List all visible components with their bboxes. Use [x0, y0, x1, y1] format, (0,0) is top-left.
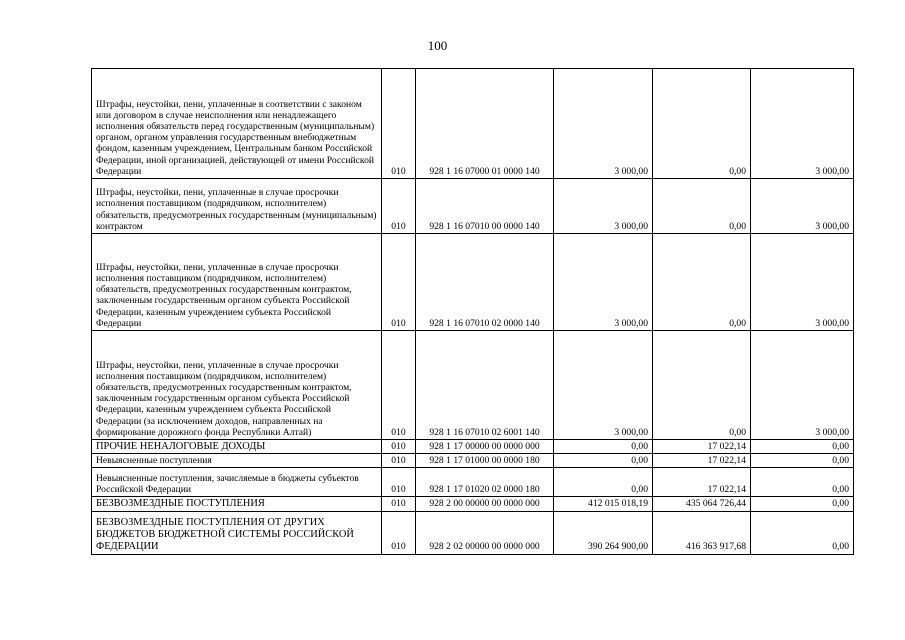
- row-code-cell: 010: [382, 234, 416, 331]
- row-kbk-cell: 928 1 16 07000 01 0000 140: [416, 69, 554, 179]
- row-executed-amount-cell: 435 064 726,44: [653, 497, 751, 511]
- income-report-table: [91, 68, 854, 555]
- row-executed-amount-cell: 0,00: [653, 331, 751, 440]
- table-row: [92, 468, 854, 497]
- row-executed-amount-cell: 0,00: [653, 179, 751, 234]
- table-row: [92, 454, 854, 468]
- row-remaining-amount-cell: 3 000,00: [751, 69, 854, 179]
- row-name-cell: ПРОЧИЕ НЕНАЛОГОВЫЕ ДОХОДЫ: [92, 440, 382, 454]
- row-name-cell: Невыясненные поступления, зачисляемые в бюджеты субъектов Российской Федерации: [92, 468, 382, 497]
- row-executed-amount-cell: 17 022,14: [653, 440, 751, 454]
- row-code-cell: 010: [382, 497, 416, 511]
- row-executed-amount-cell: 0,00: [653, 234, 751, 331]
- row-kbk-cell: 928 1 17 00000 00 0000 000: [416, 440, 554, 454]
- row-remaining-amount-cell: 3 000,00: [751, 331, 854, 440]
- row-remaining-amount-cell: 0,00: [751, 454, 854, 468]
- row-remaining-amount-cell: 3 000,00: [751, 179, 854, 234]
- table-row: [92, 440, 854, 454]
- row-plan-amount-cell: 3 000,00: [554, 69, 653, 179]
- row-name-cell: Штрафы, неустойки, пени, уплаченные в случае просрочки исполнения поставщиком (подрядчиком, исполнителем) обязательств, предусмотренных государственным контрактом, заключенным государственным органом субъекта Российской Федерации, казенным учреждением субъекта Российской Федерации (за исключением доходов, направленных на формирование дорожного фонда Республики Алтай): [92, 331, 382, 440]
- row-kbk-cell: 928 1 17 01020 02 0000 180: [416, 468, 554, 497]
- row-code-cell: 010: [382, 468, 416, 497]
- row-plan-amount-cell: 390 264 900,00: [554, 511, 653, 554]
- page-number: 100: [427, 38, 448, 53]
- row-kbk-cell: 928 1 17 01000 00 0000 180: [416, 454, 554, 468]
- row-plan-amount-cell: 0,00: [554, 440, 653, 454]
- row-plan-amount-cell: 3 000,00: [554, 331, 653, 440]
- table-row: [92, 179, 854, 234]
- row-plan-amount-cell: 0,00: [554, 454, 653, 468]
- row-name-cell: Штрафы, неустойки, пени, уплаченные в случае просрочки исполнения поставщиком (подрядчиком, исполнителем) обязательств, предусмотренных государственным контрактом, заключенным государственным органом субъекта Российской Федерации, казенным учреждением субъекта Российской Федерации: [92, 234, 382, 331]
- row-plan-amount-cell: 3 000,00: [554, 179, 653, 234]
- row-executed-amount-cell: 17 022,14: [653, 454, 751, 468]
- row-code-cell: 010: [382, 440, 416, 454]
- row-executed-amount-cell: 0,00: [653, 69, 751, 179]
- table-row: [92, 69, 854, 179]
- row-name-cell: БЕЗВОЗМЕЗДНЫЕ ПОСТУПЛЕНИЯ ОТ ДРУГИХ БЮДЖЕТОВ БЮДЖЕТНОЙ СИСТЕМЫ РОССИЙСКОЙ ФЕДЕРАЦИИ: [92, 511, 382, 554]
- table-row: [92, 511, 854, 554]
- row-name-cell: Штрафы, неустойки, пени, уплаченные в соответствии с законом или договором в случае неисполнения или ненадлежащего исполнения обязательств перед государственным (муниципальным) органом, органом управления государственным внебюджетным фондом, казенным учреждением, Центральным банком Российской Федерации, иной организацией, действующей от имени Российской Федерации: [92, 69, 382, 179]
- row-kbk-cell: 928 2 02 00000 00 0000 000: [416, 511, 554, 554]
- table-row: [92, 331, 854, 440]
- row-code-cell: 010: [382, 179, 416, 234]
- row-executed-amount-cell: 416 363 917,68: [653, 511, 751, 554]
- row-code-cell: 010: [382, 331, 416, 440]
- row-remaining-amount-cell: 0,00: [751, 440, 854, 454]
- row-code-cell: 010: [382, 511, 416, 554]
- row-name-cell: БЕЗВОЗМЕЗДНЫЕ ПОСТУПЛЕНИЯ: [92, 497, 382, 511]
- row-executed-amount-cell: 17 022,14: [653, 468, 751, 497]
- row-remaining-amount-cell: 3 000,00: [751, 234, 854, 331]
- row-plan-amount-cell: 3 000,00: [554, 234, 653, 331]
- row-plan-amount-cell: 412 015 018,19: [554, 497, 653, 511]
- table-row: [92, 497, 854, 511]
- row-name-cell: Невыясненные поступления: [92, 454, 382, 468]
- row-plan-amount-cell: 0,00: [554, 468, 653, 497]
- row-remaining-amount-cell: 0,00: [751, 468, 854, 497]
- row-name-cell: Штрафы, неустойки, пени, уплаченные в случае просрочки исполнения поставщиком (подрядчиком, исполнителем) обязательств, предусмотренных государственным (муниципальным) контрактом: [92, 179, 382, 234]
- table-row: [92, 234, 854, 331]
- row-kbk-cell: 928 1 16 07010 02 0000 140: [416, 234, 554, 331]
- row-remaining-amount-cell: 0,00: [751, 511, 854, 554]
- row-kbk-cell: 928 1 16 07010 00 0000 140: [416, 179, 554, 234]
- row-kbk-cell: 928 1 16 07010 02 6001 140: [416, 331, 554, 440]
- row-code-cell: 010: [382, 454, 416, 468]
- row-code-cell: 010: [382, 69, 416, 179]
- row-remaining-amount-cell: 0,00: [751, 497, 854, 511]
- row-kbk-cell: 928 2 00 00000 00 0000 000: [416, 497, 554, 511]
